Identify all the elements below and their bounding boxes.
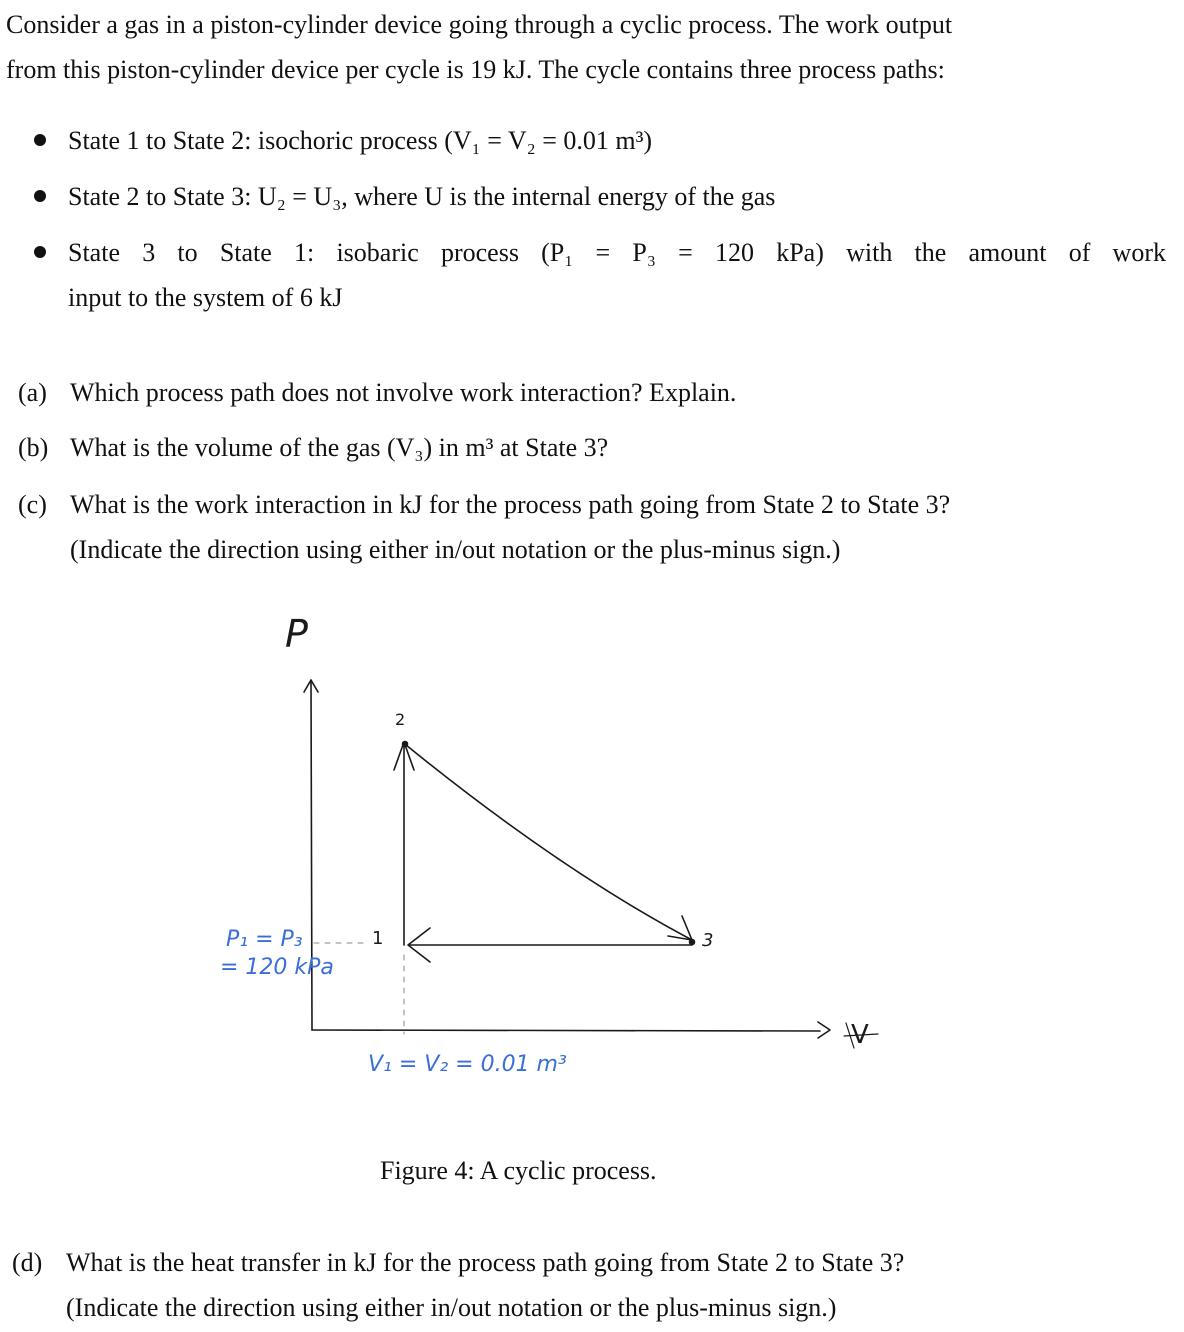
process-path-1-2 xyxy=(30,118,1166,163)
arrow-1-icon xyxy=(408,928,430,962)
arrow-2-icon xyxy=(394,742,414,770)
bullet-dot xyxy=(34,190,46,202)
question-c xyxy=(18,482,1168,572)
axis-p-label: P xyxy=(285,612,308,656)
process-path-3-1 xyxy=(30,230,1166,320)
question-label: (d) xyxy=(12,1248,43,1277)
question-a xyxy=(18,370,1168,415)
state-3-label: 3 xyxy=(702,930,714,951)
v-axis-arrow-icon xyxy=(818,1022,830,1038)
question-text: Which process path does not involve work interaction? Explain. xyxy=(70,378,737,407)
question-label: (b) xyxy=(18,433,49,462)
axis-v-label: V xyxy=(851,1020,869,1050)
process-path-2-3-curve xyxy=(406,745,692,940)
question-text-cont: (Indicate the direction using either in/out notation or the plus-minus sign.) xyxy=(66,1293,837,1322)
process-path-text: State 3 to State 1: isobaric process (P₁ = P₃ = 120 kPa) with the amount of work xyxy=(68,238,1166,267)
process-path-text: State 2 to State 3: U₂ = U₃, where U is the internal energy of the gas xyxy=(68,182,776,211)
state-1-label: 1 xyxy=(372,928,384,949)
question-text: What is the volume of the gas (V₃) in m³ at State 3? xyxy=(70,433,609,462)
pressure-label-line-1: P₁ = P₃ xyxy=(226,927,303,952)
pressure-label xyxy=(220,926,334,982)
question-text: What is the work interaction in kJ for the process path going from State 2 to State 3? xyxy=(70,490,951,519)
bullet-dot xyxy=(34,246,46,258)
process-path-list xyxy=(30,118,1166,331)
question-b xyxy=(18,425,1168,470)
process-path-2-3 xyxy=(30,174,1166,219)
p-axis-arrow-icon xyxy=(304,680,318,692)
question-label: (c) xyxy=(18,490,47,519)
figure-caption: Figure 4: A cyclic process. xyxy=(380,1156,657,1185)
question-text: What is the heat transfer in kJ for the process path going from State 2 to State 3? xyxy=(66,1248,905,1277)
arrow-3-icon xyxy=(668,916,692,940)
state-3-point xyxy=(690,940,695,945)
state-2-point xyxy=(403,742,408,747)
pressure-label-line-2: = 120 kPa xyxy=(220,955,334,980)
bullet-dot xyxy=(34,134,46,146)
problem-intro xyxy=(6,2,1178,92)
question-text-cont: (Indicate the direction using either in/out notation or the plus-minus sign.) xyxy=(70,535,841,564)
question-label: (a) xyxy=(18,378,47,407)
v-axis xyxy=(312,1030,820,1031)
state-2-label: 2 xyxy=(395,710,406,729)
process-path-text-cont: input to the system of 6 kJ xyxy=(68,283,343,312)
intro-line-2: from this piston-cylinder device per cycle is 19 kJ. The cycle contains three process paths: xyxy=(6,55,945,84)
volume-label: V₁ = V₂ = 0.01 m³ xyxy=(368,1052,567,1077)
intro-line-1: Consider a gas in a piston-cylinder device going through a cyclic process. The work output xyxy=(6,10,953,39)
question-d xyxy=(12,1240,1180,1330)
process-path-text: State 1 to State 2: isochoric process (V₁ = V₂ = 0.01 m³) xyxy=(68,126,653,155)
